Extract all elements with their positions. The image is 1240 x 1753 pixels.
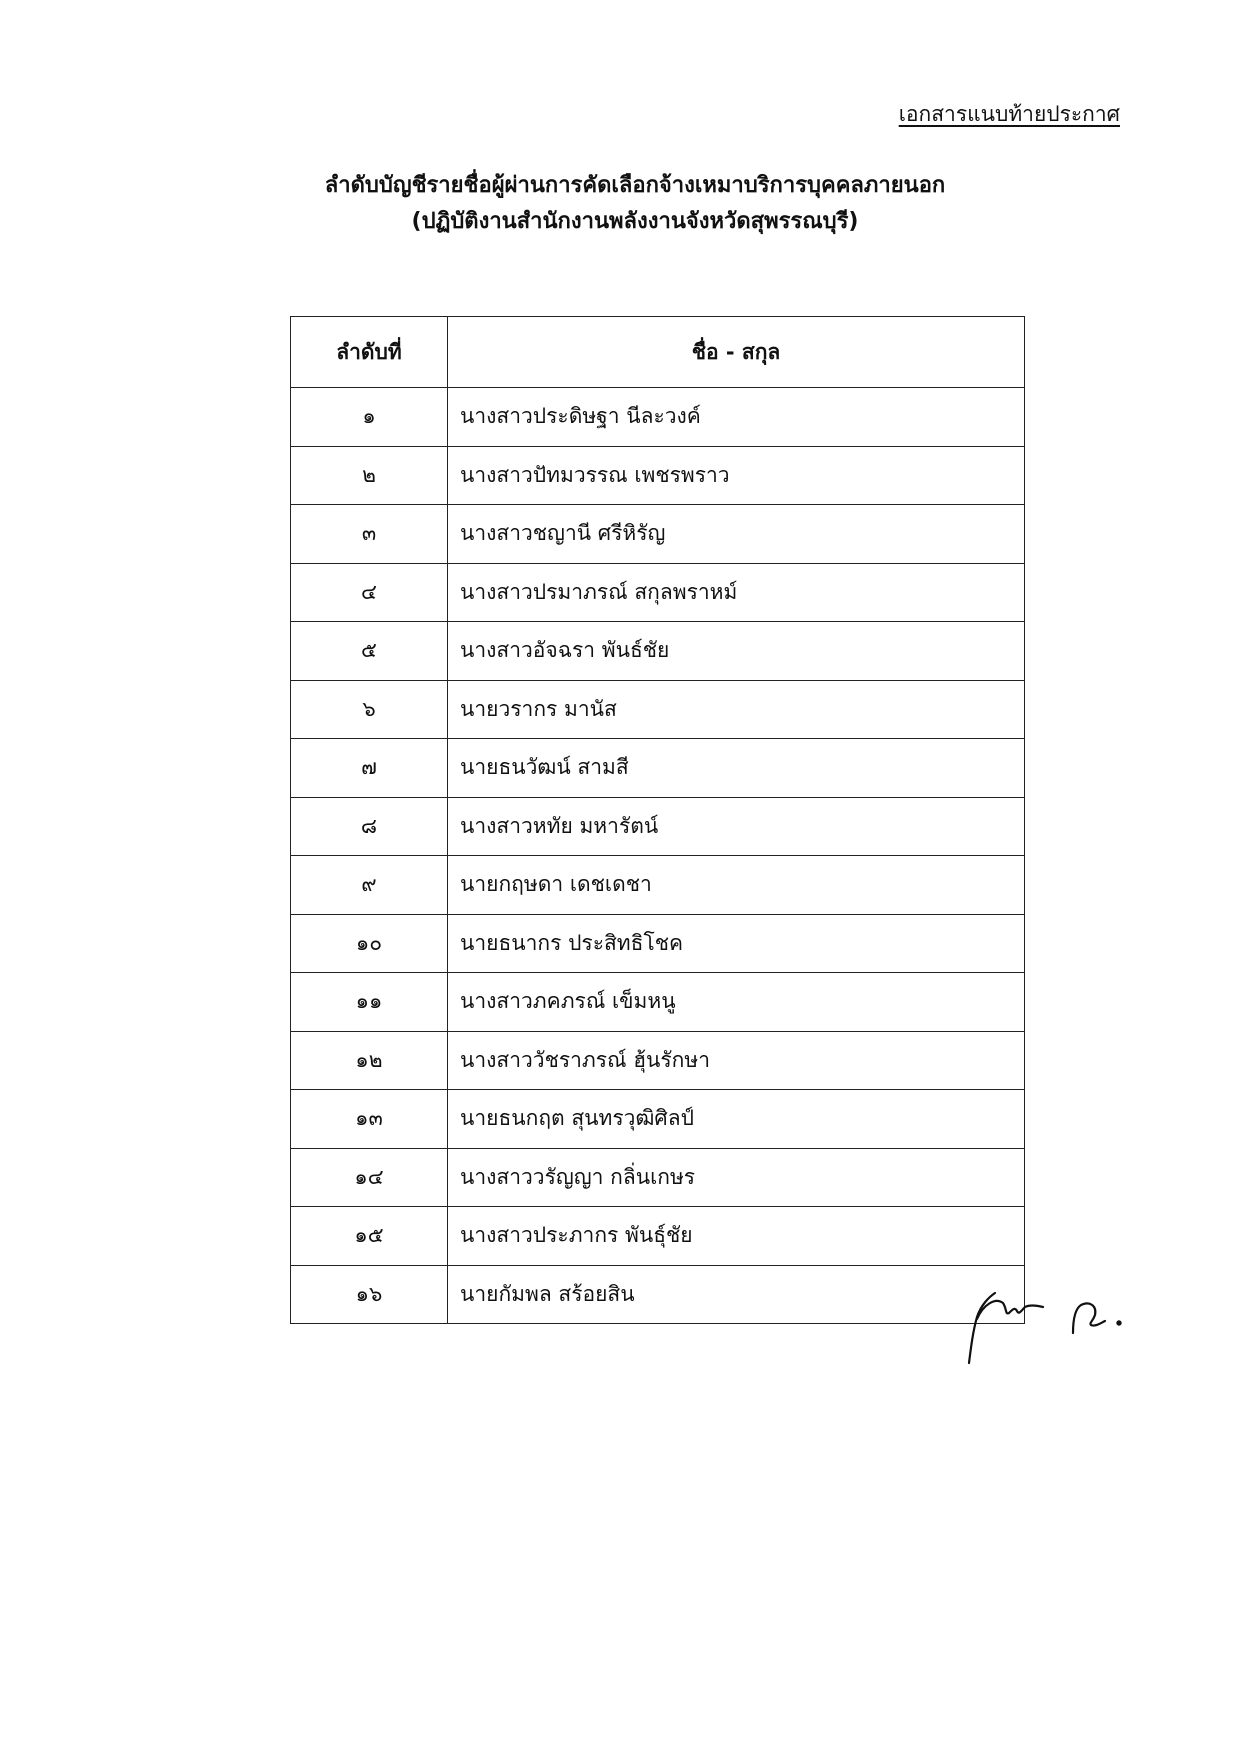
table-row <box>291 622 1025 681</box>
table-row <box>291 388 1025 447</box>
row-number: ๑๔ <box>291 1148 448 1207</box>
row-number: ๕ <box>291 622 448 681</box>
row-full-name: นางสาวชญานี ศรีหิรัญ <box>448 505 1025 564</box>
attachment-label: เอกสารแนบท้ายประกาศ <box>898 102 1120 126</box>
row-full-name: นายธนกฤต สุนทรวุฒิศิลป์ <box>448 1090 1025 1149</box>
title-line-1: ลำดับบัญชีรายชื่อผู้ผ่านการคัดเลือกจ้างเหมาบริการบุคคลภายนอก <box>324 173 946 198</box>
row-full-name: นางสาววัชราภรณ์ ฮุ้นรักษา <box>448 1031 1025 1090</box>
row-number: ๖ <box>291 680 448 739</box>
row-number: ๓ <box>291 505 448 564</box>
row-full-name: นางสาวภคภรณ์ เข็มหนู <box>448 973 1025 1032</box>
handwritten-signature-icon <box>955 1275 1130 1365</box>
table-header-row <box>291 317 1025 388</box>
row-full-name: นางสาวหทัย มหารัตน์ <box>448 797 1025 856</box>
row-full-name: นายกัมพล สร้อยสิน <box>448 1265 1025 1324</box>
table-row <box>291 1031 1025 1090</box>
table-row <box>291 680 1025 739</box>
table-row <box>291 1207 1025 1266</box>
row-number: ๙ <box>291 856 448 915</box>
row-full-name: นางสาวประภากร พันธุ์ชัย <box>448 1207 1025 1266</box>
row-full-name: นายธนากร ประสิทธิโชค <box>448 914 1025 973</box>
row-number: ๑ <box>291 388 448 447</box>
row-full-name: นางสาวปรมาภรณ์ สกุลพราหม์ <box>448 563 1025 622</box>
row-full-name: นายวรากร มานัส <box>448 680 1025 739</box>
row-number: ๑๖ <box>291 1265 448 1324</box>
row-full-name: นายธนวัฒน์ สามสี <box>448 739 1025 798</box>
row-number: ๑๕ <box>291 1207 448 1266</box>
table-row <box>291 1148 1025 1207</box>
row-number: ๑๐ <box>291 914 448 973</box>
row-number: ๑๓ <box>291 1090 448 1149</box>
row-number: ๑๑ <box>291 973 448 1032</box>
row-number: ๘ <box>291 797 448 856</box>
row-full-name: นางสาวอัจฉรา พันธ์ชัย <box>448 622 1025 681</box>
row-full-name: นางสาวประดิษฐา นีละวงค์ <box>448 388 1025 447</box>
table-row <box>291 446 1025 505</box>
row-number: ๗ <box>291 739 448 798</box>
table-row <box>291 1265 1025 1324</box>
candidate-list-table <box>290 316 1025 1324</box>
table-row <box>291 505 1025 564</box>
document-title <box>250 168 1020 240</box>
row-full-name: นางสาวปัทมวรรณ เพชรพราว <box>448 446 1025 505</box>
table-body <box>291 388 1025 1324</box>
table-row <box>291 914 1025 973</box>
title-line-2: (ปฏิบัติงานสำนักงานพลังงานจังหวัดสุพรรณบุรี) <box>411 209 859 234</box>
table-row <box>291 1090 1025 1149</box>
table-row <box>291 797 1025 856</box>
header-name: ชื่อ - สกุล <box>448 317 1025 388</box>
row-full-name: นายกฤษดา เดชเดชา <box>448 856 1025 915</box>
row-number: ๒ <box>291 446 448 505</box>
header-no: ลำดับที่ <box>291 317 448 388</box>
table-row <box>291 739 1025 798</box>
row-number: ๑๒ <box>291 1031 448 1090</box>
row-number: ๔ <box>291 563 448 622</box>
table-row <box>291 856 1025 915</box>
table-row <box>291 563 1025 622</box>
row-full-name: นางสาววรัญญา กลิ่นเกษร <box>448 1148 1025 1207</box>
table-row <box>291 973 1025 1032</box>
